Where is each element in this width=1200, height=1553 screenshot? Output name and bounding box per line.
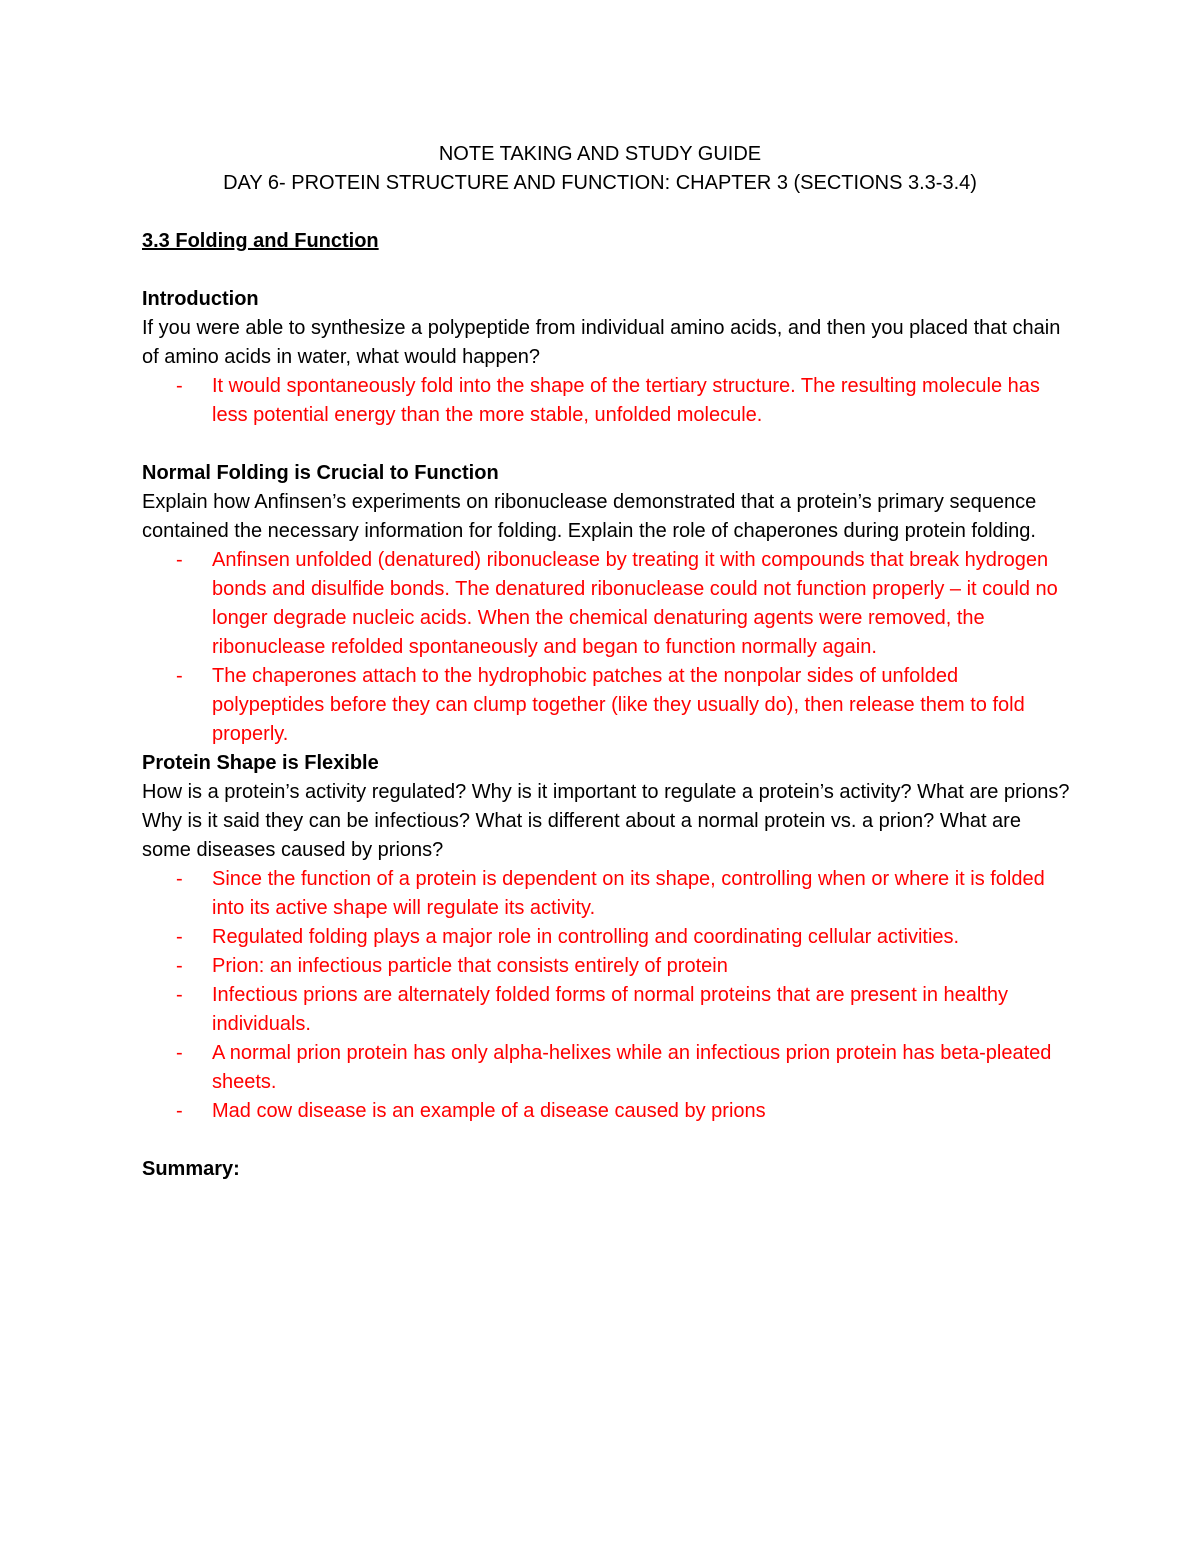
normal-folding-question: Explain how Anfinsen’s experiments on ribonuclease demonstrated that a protein’s primary sequence contained the necessary information for folding. Explain the role of chaperones during protein folding.	[142, 491, 1037, 542]
answer-text: Regulated folding plays a major role in controlling and coordinating cellular activities.	[212, 926, 960, 948]
answer-item	[142, 662, 1072, 749]
spacer	[142, 256, 1072, 285]
answer-item	[142, 981, 1072, 1039]
bullet-dash: -	[176, 1042, 183, 1064]
document-subtitle: DAY 6- PROTEIN STRUCTURE AND FUNCTION: CHAPTER 3 (SECTIONS 3.3-3.4)	[223, 172, 977, 194]
answer-text: A normal prion protein has only alpha-helixes while an infectious prion protein has beta-pleated sheets.	[212, 1042, 1052, 1093]
answer-text: Prion: an infectious particle that consists entirely of protein	[212, 955, 728, 977]
protein-shape-answers	[142, 865, 1072, 1126]
answer-item	[142, 923, 1072, 952]
introduction-question: If you were able to synthesize a polypeptide from individual amino acids, and then you placed that chain of amino acids in water, what would happen?	[142, 317, 1061, 368]
answer-text: Anfinsen unfolded (denatured) ribonuclease by treating it with compounds that break hydrogen bonds and disulfide bonds. The denatured ribonuclease could not function properly – it could no longer degrade nucleic acids. When the chemical denaturing agents were removed, the ribonuclease refolded spontaneously and began to function normally again.	[212, 549, 1058, 658]
answer-text: The chaperones attach to the hydrophobic patches at the nonpolar sides of unfolded polypeptides before they can clump together (like they usually do), then release them to fold properly.	[212, 665, 1025, 745]
bullet-dash: -	[176, 868, 183, 890]
answer-item	[142, 1097, 1072, 1126]
answer-item	[142, 865, 1072, 923]
normal-folding-answers	[142, 546, 1072, 749]
bullet-dash: -	[176, 955, 183, 977]
answer-text: Mad cow disease is an example of a disease caused by prions	[212, 1100, 766, 1122]
introduction-heading: Introduction	[142, 288, 259, 310]
introduction-answers	[142, 372, 1072, 430]
answer-text: Infectious prions are alternately folded forms of normal proteins that are present in healthy individuals.	[212, 984, 1008, 1035]
document-title: NOTE TAKING AND STUDY GUIDE	[438, 143, 762, 165]
summary-label: Summary:	[142, 1158, 240, 1180]
answer-item	[142, 952, 1072, 981]
section-heading: 3.3 Folding and Function	[142, 230, 379, 252]
bullet-dash: -	[176, 984, 183, 1006]
bullet-dash: -	[176, 926, 183, 948]
bullet-dash: -	[176, 1100, 183, 1122]
spacer	[142, 430, 1072, 459]
bullet-dash: -	[176, 665, 183, 687]
bullet-dash: -	[176, 375, 183, 397]
answer-text: Since the function of a protein is dependent on its shape, controlling when or where it is folded into its active shape will regulate its activity.	[212, 868, 1045, 919]
answer-text: It would spontaneously fold into the shape of the tertiary structure. The resulting molecule has less potential energy than the more stable, unfolded molecule.	[212, 375, 1040, 426]
document-body	[142, 140, 1072, 1184]
answer-item	[142, 546, 1072, 662]
protein-shape-question: How is a protein’s activity regulated? Why is it important to regulate a protein’s activity? What are prions? Why is it said they can be infectious? What is different about a normal protein vs. a prion? What are some diseases caused by prions?	[142, 781, 1070, 861]
spacer	[142, 198, 1072, 227]
bullet-dash: -	[176, 549, 183, 571]
spacer	[142, 1126, 1072, 1155]
answer-item	[142, 1039, 1072, 1097]
title-block	[0, 140, 1200, 198]
normal-folding-heading: Normal Folding is Crucial to Function	[142, 462, 499, 484]
protein-shape-heading: Protein Shape is Flexible	[142, 752, 379, 774]
answer-item	[142, 372, 1072, 430]
